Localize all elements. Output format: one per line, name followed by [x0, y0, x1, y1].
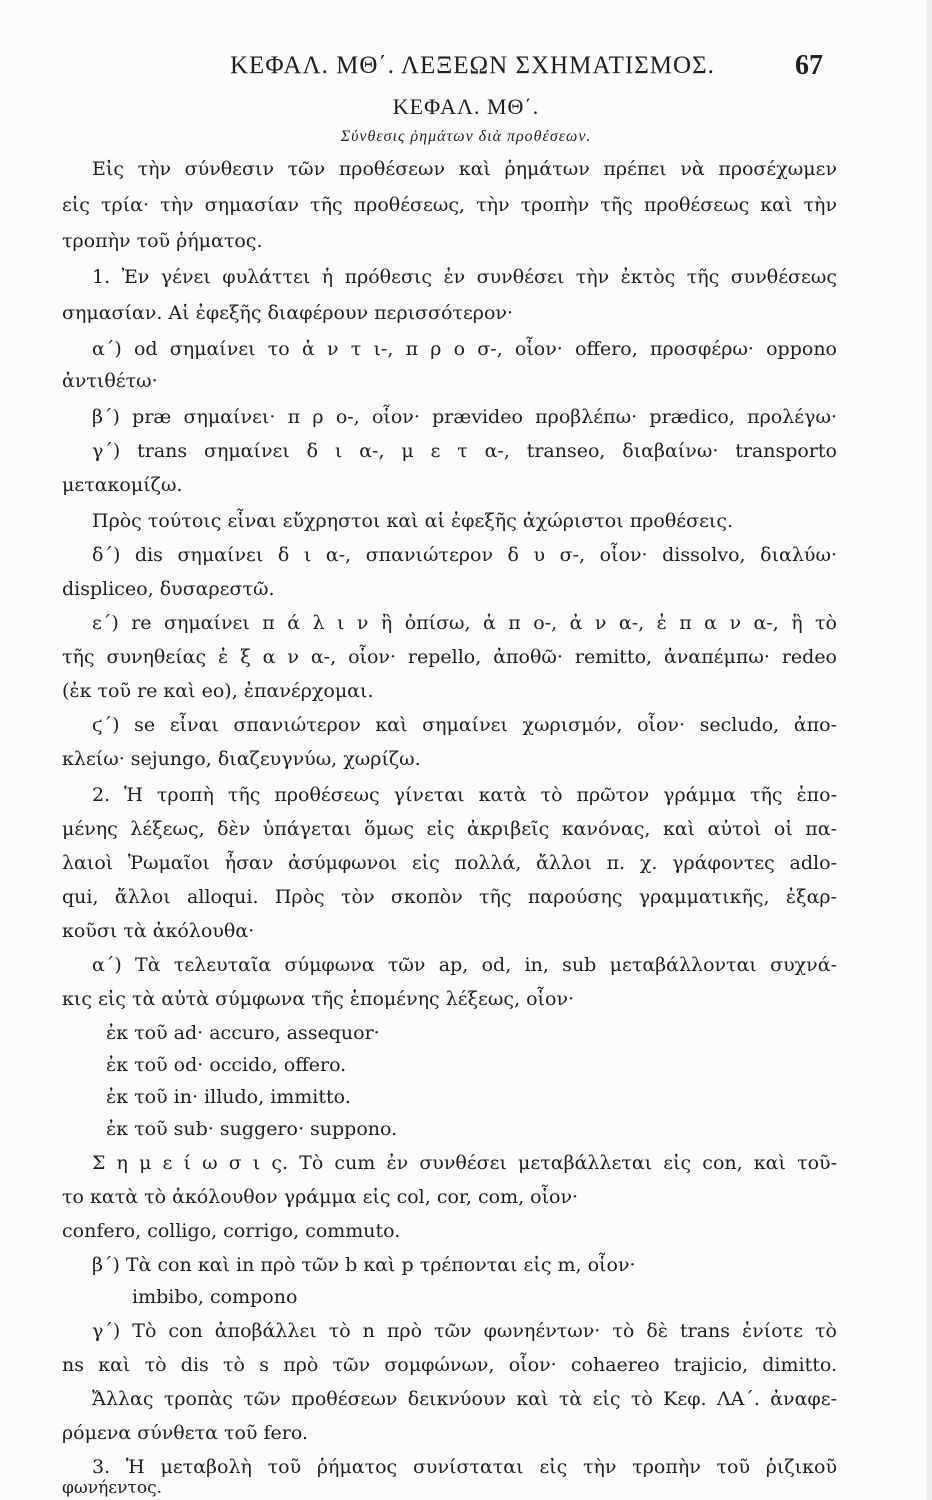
chapter-subtitle: Σύνθεσις ῥημάτων διὰ προθέσεων.: [340, 128, 592, 145]
text-line: κις εἰς τὰ αὐτὰ σύμφωνα τῆς ἑπομένης λέξεως, οἷον·: [62, 988, 575, 1010]
text-line: γ΄) trans σημαίνει δ ι α-, μ ε τ α-, transeo, διαβαίνω· transporto: [92, 440, 837, 462]
text-line: μετακομίζω.: [62, 474, 183, 496]
text-line: confero, colligo, corrigo, commuto.: [62, 1220, 401, 1242]
text-line: ἐκ τοῦ ad· accuro, assequor·: [106, 1022, 380, 1044]
text-line: τροπὴν τοῦ ῥήματος.: [62, 230, 263, 252]
text-line: Πρὸς τούτοις εἶναι εὔχρηστοι καὶ αἱ ἐφεξῆς ἀχώριστοι προθέσεις.: [92, 510, 734, 532]
text-line: Εἰς τὴν σύνθεσιν τῶν προθέσεων καὶ ῥημάτων πρέπει νὰ προσέχωμεν: [92, 158, 837, 180]
text-line: γ΄) Τὸ con ἀποβάλλει τὸ n πρὸ τῶν φωνηέντων· τὸ δὲ trans ἐνίοτε τὸ: [92, 1320, 837, 1342]
text-line: β΄) Τὰ con καὶ in πρὸ τῶν b καὶ p τρέπονται εἰς m, οἷον·: [92, 1254, 636, 1276]
page-edge: [926, 0, 932, 1500]
text-line: 2. Ἡ τροπὴ τῆς προθέσεως γίνεται κατὰ τὸ πρῶτον γράμμα τῆς ἑπο-: [92, 784, 837, 806]
text-line: Ἄλλας τροπὰς τῶν προθέσεων δεικνύουν καὶ τὰ εἰς τὸ Κεφ. ΛΑ΄. ἀναφε-: [92, 1388, 837, 1410]
text-line: ἀντιθέτω·: [62, 370, 158, 392]
text-line: ἐκ τοῦ od· occido, offero.: [106, 1054, 347, 1076]
text-line: ἐκ τοῦ in· illudo, immitto.: [106, 1086, 351, 1108]
text-line: qui, ἄλλοι alloqui. Πρὸς τὸν σκοπὸν τῆς παρούσης γραμματικῆς, ἐξαρ-: [62, 886, 837, 908]
text-line: imbibo, compono: [132, 1286, 298, 1308]
text-line: σημασίαν. Αἱ ἐφεξῆς διαφέρουν περισσότερον·: [62, 302, 513, 324]
chapter-title: ΚΕΦΑΛ. ΜΘ΄.: [392, 94, 540, 119]
text-line: εἰς τρία· τὴν σημασίαν τῆς προθέσεως, τὴν τροπὴν τῆς προθέσεως καὶ τὴν: [62, 194, 837, 216]
text-line: ns καὶ τὸ dis τὸ s πρὸ τῶν σομφώνων, οἷον· cohaereo trajicio, dimitto.: [62, 1354, 837, 1376]
text-line: ρόμενα σύνθετα τοῦ fero.: [62, 1422, 308, 1444]
text-line: ε΄) re σημαίνει π ά λ ι ν ἢ ὀπίσω, ἀ π ο-, ἀ ν α-, ἐ π α ν α-, ἢ τὸ: [92, 612, 837, 634]
text-line: (ἐκ τοῦ re καὶ eo), ἐπανέρχομαι.: [62, 680, 374, 702]
text-line: λαιοὶ Ῥωμαῖοι ἦσαν ἀσύμφωνοι εἰς πολλά, ἄλλοι π. χ. γράφοντες adlo-: [62, 852, 837, 874]
text-line: ϛ΄) se εἶναι σπανιώτερον καὶ σημαίνει χωρισμόν, οἷον· secludo, ἀπο-: [92, 714, 837, 736]
running-title: ΚΕΦΑΛ. ΜΘ΄. ΛΕΞΕΩΝ ΣΧΗΜΑΤΙΣΜΟΣ.: [230, 52, 715, 79]
text-line: ἐκ τοῦ sub· suggero· suppono.: [106, 1118, 398, 1140]
text-line: 3. Ἡ μεταβολὴ τοῦ ῥήματος συνίσταται εἰς τὴν τροπὴν τοῦ ῥιζικοῦ: [92, 1456, 837, 1478]
text-line: α΄) Τὰ τελευταῖα σύμφωνα τῶν ap, od, in, sub μεταβάλλονται συχνά-: [92, 954, 837, 976]
text-line: το κατὰ τὸ ἀκόλουθον γράμμα εἰς col, cor, com, οἷον·: [62, 1186, 579, 1208]
text-line: τῆς συνηθείας ἐ ξ α ν α-, οἷον· repello, ἀποθῶ· remitto, ἀναπέμπω· redeo: [62, 646, 837, 668]
text-line: μένης λέξεως, δὲν ὑπάγεται ὅμως εἰς ἀκριβεῖς κανόνας, καὶ αὐτοὶ οἱ πα-: [62, 818, 837, 840]
text-line: κλείω· sejungo, διαζευγνύω, χωρίζω.: [62, 748, 421, 770]
text-line: φωνήεντος.: [62, 1478, 162, 1498]
text-line: displiceo, δυσαρεστῶ.: [62, 578, 275, 600]
text-line: α΄) od σημαίνει το ἀ ν τ ι-, π ρ ο σ-, οἷον· offero, προσφέρω· oppono: [92, 338, 837, 360]
text-line: Σ η μ ε ί ω σ ι ς. Τὸ cum ἐν συνθέσει μεταβάλλεται εἰς con, καὶ τοῦ-: [92, 1152, 837, 1174]
page-number: 67: [795, 50, 823, 81]
text-line: κοῦσι τὰ ἀκόλουθα·: [62, 920, 255, 942]
text-line: 1. Ἐν γένει φυλάττει ἡ πρόθεσις ἐν συνθέσει τὴν ἐκτὸς τῆς συνθέσεως: [92, 266, 837, 288]
text-line: δ΄) dis σημαίνει δ ι α-, σπανιώτερον δ υ σ-, οἷον· dissolvo, διαλύω·: [92, 544, 837, 566]
text-line: β΄) præ σημαίνει· π ρ ο-, οἷον· prævideo προβλέπω· prædico, προλέγω·: [92, 406, 837, 428]
